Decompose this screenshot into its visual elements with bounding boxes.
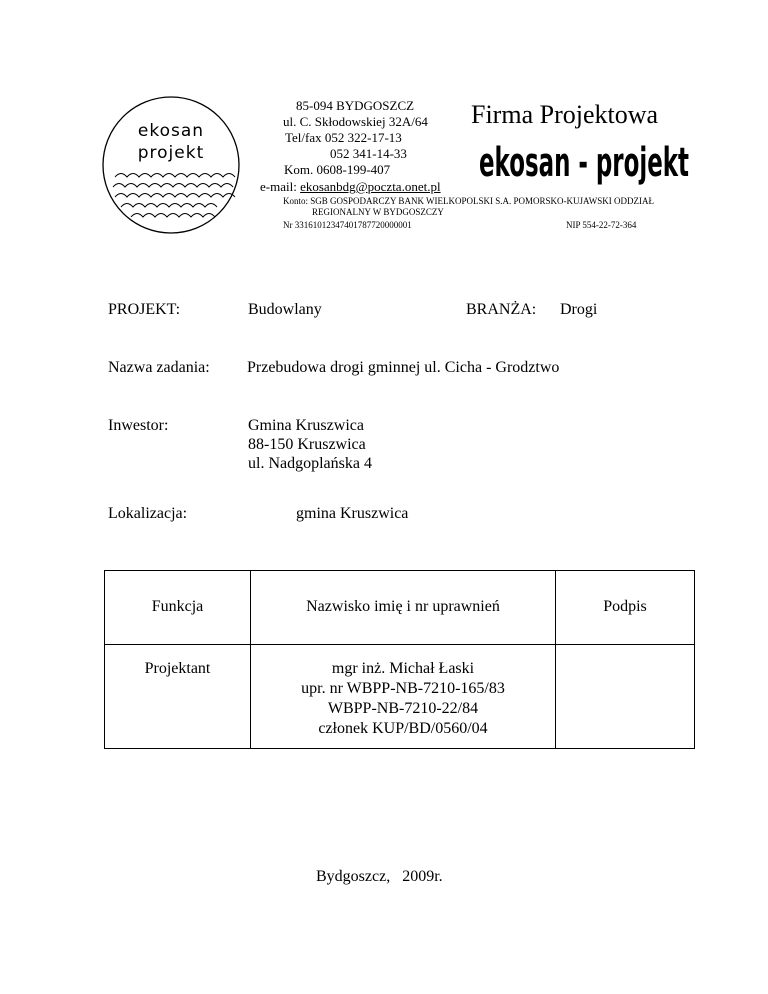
name-line-1: mgr inż. Michał Łaski [331, 660, 475, 677]
cell-function: Projektant [105, 645, 251, 749]
name-line-2: upr. nr WBPP-NB-7210-165/83 [301, 680, 505, 697]
logo-text-line1: ekosan [137, 121, 205, 141]
location-label: Lokalizacja: [108, 505, 188, 522]
branch-label: BRANŻA: [466, 301, 537, 318]
email-link[interactable]: ekosanbdg@poczta.onet.pl [300, 179, 441, 194]
task-label: Nazwa zadania: [108, 359, 210, 376]
place-date: Bydgoszcz, 2009r. [316, 868, 443, 885]
header-signature: Podpis [556, 571, 695, 645]
bank-account: Nr 33161012347401787720000001 [283, 220, 412, 230]
location-value: gmina Kruszwica [296, 505, 409, 522]
company-logo [101, 95, 241, 235]
project-label: PROJEKT: [108, 301, 181, 318]
investor-line3: ul. Nadgoplańska 4 [248, 455, 372, 472]
address-line2: ul. C. Skłodowskiej 32A/64 [283, 114, 428, 129]
branch-value: Drogi [560, 301, 598, 318]
logo-circle-icon [101, 95, 241, 235]
project-value: Budowlany [248, 301, 322, 318]
address-line1: 85-094 BYDGOSZCZ [296, 98, 415, 113]
table-row [105, 645, 695, 749]
name-line-3: WBPP-NB-7210-22/84 [327, 700, 479, 717]
header-name-license: Nazwisko imię i nr uprawnień [251, 571, 556, 645]
firm-title: Firma Projektowa [471, 100, 659, 129]
investor-label: Inwestor: [108, 417, 169, 434]
task-value: Przebudowa drogi gminnej ul. Cicha - Grodztwo [247, 359, 560, 376]
phone-line2: 052 341-14-33 [330, 146, 407, 161]
nip-number: NIP 554-22-72-364 [566, 220, 637, 230]
cell-signature [556, 645, 695, 749]
header-function: Funkcja [105, 571, 251, 645]
bank-line2: REGIONALNY W BYDGOSZCZY [312, 207, 444, 217]
table-header-row [105, 571, 695, 645]
mobile-phone: Kom. 0608-199-407 [284, 162, 391, 177]
logo-text-line2: projekt [137, 143, 205, 163]
cell-name-license [251, 645, 556, 749]
brand-wordmark-text: ekosan - projekt [479, 140, 689, 186]
designer-table [104, 570, 695, 749]
brand-wordmark [479, 131, 691, 187]
phone-line1: Tel/fax 052 322-17-13 [285, 130, 402, 145]
email-label: e-mail: [260, 179, 301, 194]
investor-line1: Gmina Kruszwica [248, 417, 364, 434]
email-row [260, 179, 441, 195]
investor-line2: 88-150 Kruszwica [248, 436, 366, 453]
name-line-4: członek KUP/BD/0560/04 [318, 720, 488, 737]
bank-line1: Konto: SGB GOSPODARCZY BANK WIELKOPOLSKI S.A. POMORSKO-KUJAWSKI ODDZIAŁ [283, 196, 655, 206]
